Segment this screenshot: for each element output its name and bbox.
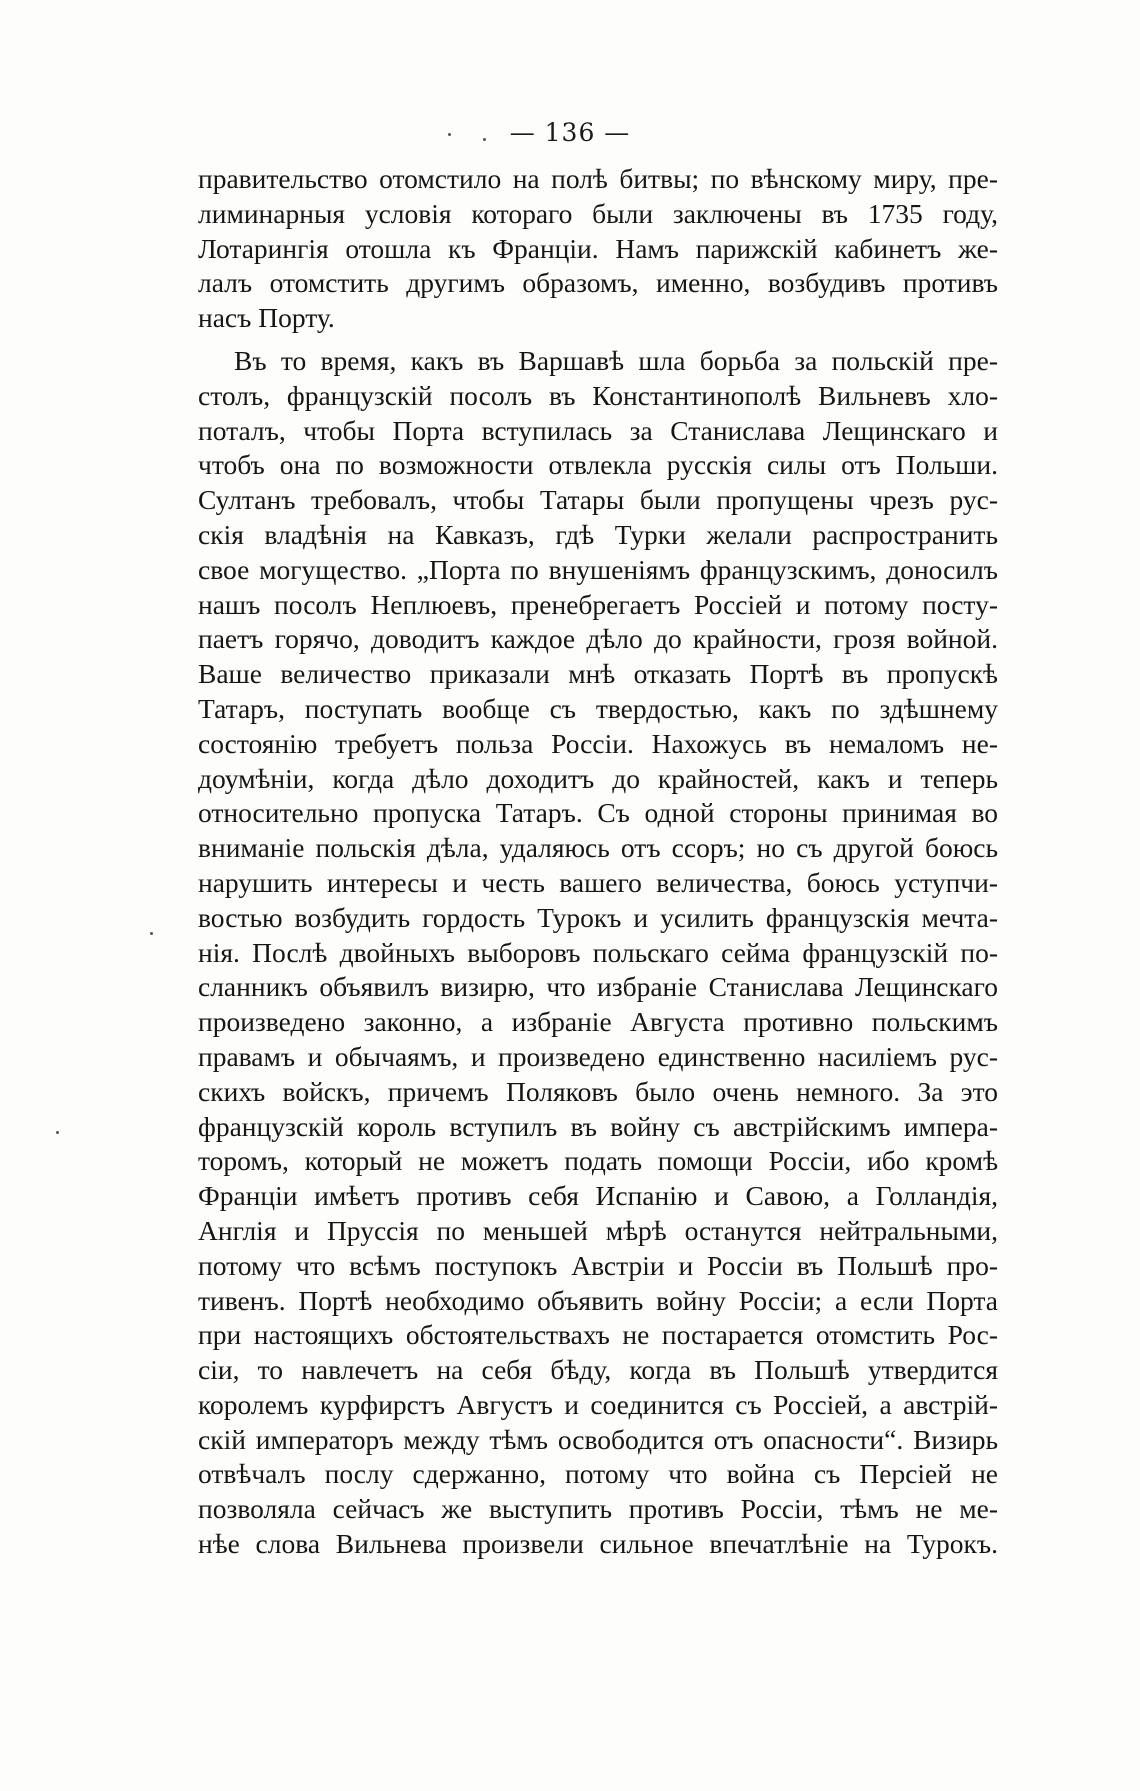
text-line: свое могущество. „Порта по внушеніямъ французскимъ, доносилъ xyxy=(198,553,998,585)
text-line: столъ, французскій посолъ въ Константинополѣ Вильневъ хло- xyxy=(198,379,998,411)
text-line: торомъ, который не можетъ подать помощи Россіи, ибо кромѣ xyxy=(198,1145,998,1177)
scan-speck xyxy=(150,932,153,935)
text-line: нарушить интересы и честь вашего величества, боюсь уступчи- xyxy=(198,866,998,898)
text-line: отвѣчалъ послу сдержанно, потому что война съ Персіей не xyxy=(198,1458,998,1490)
text-line: чтобъ она по возможности отвлекла русскія силы отъ Польши. xyxy=(198,449,998,481)
text-line: правительство отомстило на полѣ битвы; по вѣнскому миру, пре- xyxy=(198,163,998,194)
text-line: французскій король вступилъ въ войну съ австрійскимъ импера- xyxy=(198,1110,998,1142)
text-line: Лотарингія отошла къ Франціи. Намъ парижскій кабинетъ же- xyxy=(198,232,998,264)
text-line: скихъ войскъ, причемъ Поляковъ было очень немного. За это xyxy=(198,1075,998,1107)
text-line: нѣе слова Вильнева произвели сильное впечатлѣніе на Турокъ. xyxy=(198,1528,998,1560)
text-line: Англія и Пруссія по меньшей мѣрѣ останутся нейтральными, xyxy=(198,1214,998,1246)
text-line: лиминарныя условія котораго были заключены въ 1735 году, xyxy=(198,197,998,229)
text-line: при настоящихъ обстоятельствахъ не постарается отомстить Рос- xyxy=(198,1319,998,1351)
text-line: Ваше величество приказали мнѣ отказать Портѣ въ пропускѣ xyxy=(198,658,998,690)
text-line: паетъ горячо, доводитъ каждое дѣло до крайности, грозя войной. xyxy=(198,623,998,655)
text-line: востью возбудить гордость Турокъ и усилить французскія мечта- xyxy=(198,901,998,933)
text-line: доумѣніи, когда дѣло доходитъ до крайностей, какъ и теперь xyxy=(198,762,998,794)
page-number: — 136 — xyxy=(509,118,631,147)
text-line: относительно пропуска Татаръ. Съ одной стороны принимая во xyxy=(198,797,998,829)
text-line: позволяла сейчасъ же выступить противъ Россіи, тѣмъ не ме- xyxy=(198,1493,998,1525)
text-line: Въ то время, какъ въ Варшавѣ шла борьба за польскій пре- xyxy=(234,344,998,376)
text-line: поталъ, чтобы Порта вступилась за Станислава Лещинскаго и xyxy=(198,414,998,446)
text-line: сланникъ объявилъ визирю, что избраніе Станислава Лещинскаго xyxy=(198,971,998,1003)
text-line: вниманіе польскія дѣла, удаляюсь отъ ссоръ; но съ другой боюсь xyxy=(198,832,998,864)
text-line: королемъ курфирстъ Августъ и соединится съ Россіей, а австрій- xyxy=(198,1388,998,1420)
text-line: лалъ отомстить другимъ образомъ, именно, возбудивъ противъ xyxy=(198,267,998,299)
text-line: Татаръ, поступать вообще съ твердостью, какъ по здѣшнему xyxy=(198,692,998,724)
text-line: потому что всѣмъ поступокъ Австріи и Россіи въ Польшѣ про- xyxy=(198,1249,998,1281)
text-line: скій императоръ между тѣмъ освободится отъ опасности“. Визирь xyxy=(198,1423,998,1455)
text-line: Франціи имѣетъ противъ себя Испанію и Савою, а Голландія, xyxy=(198,1180,998,1212)
text-line: состоянію требуетъ польза Россіи. Нахожусь въ немаломъ не- xyxy=(198,727,998,759)
scan-speck xyxy=(56,1131,59,1134)
scan-speck xyxy=(483,138,486,141)
body-text xyxy=(198,162,998,1570)
text-line: нія. Послѣ двойныхъ выборовъ польскаго сейма французскій по- xyxy=(198,936,998,968)
text-line: сіи, то навлечетъ на себя бѣду, когда въ Польшѣ утвердится xyxy=(198,1354,998,1386)
paragraph-1 xyxy=(198,162,998,336)
text-line: скія владѣнія на Кавказъ, гдѣ Турки желали распространить xyxy=(198,518,998,550)
text-line: тивенъ. Портѣ необходимо объявить войну Россіи; а если Порта xyxy=(198,1284,998,1316)
text-line: произведено законно, а избраніе Августа противно польскимъ xyxy=(198,1006,998,1038)
text-line: Султанъ требовалъ, чтобы Татары были пропущены чрезъ рус- xyxy=(198,484,998,516)
text-line: правамъ и обычаямъ, и произведено единственно насиліемъ рус- xyxy=(198,1040,998,1072)
text-line: насъ Порту. xyxy=(198,302,335,334)
text-line: нашъ посолъ Неплюевъ, пренебрегаетъ Россіей и потому посту- xyxy=(198,588,998,620)
scan-speck xyxy=(448,133,451,136)
paragraph-2 xyxy=(198,344,998,1562)
